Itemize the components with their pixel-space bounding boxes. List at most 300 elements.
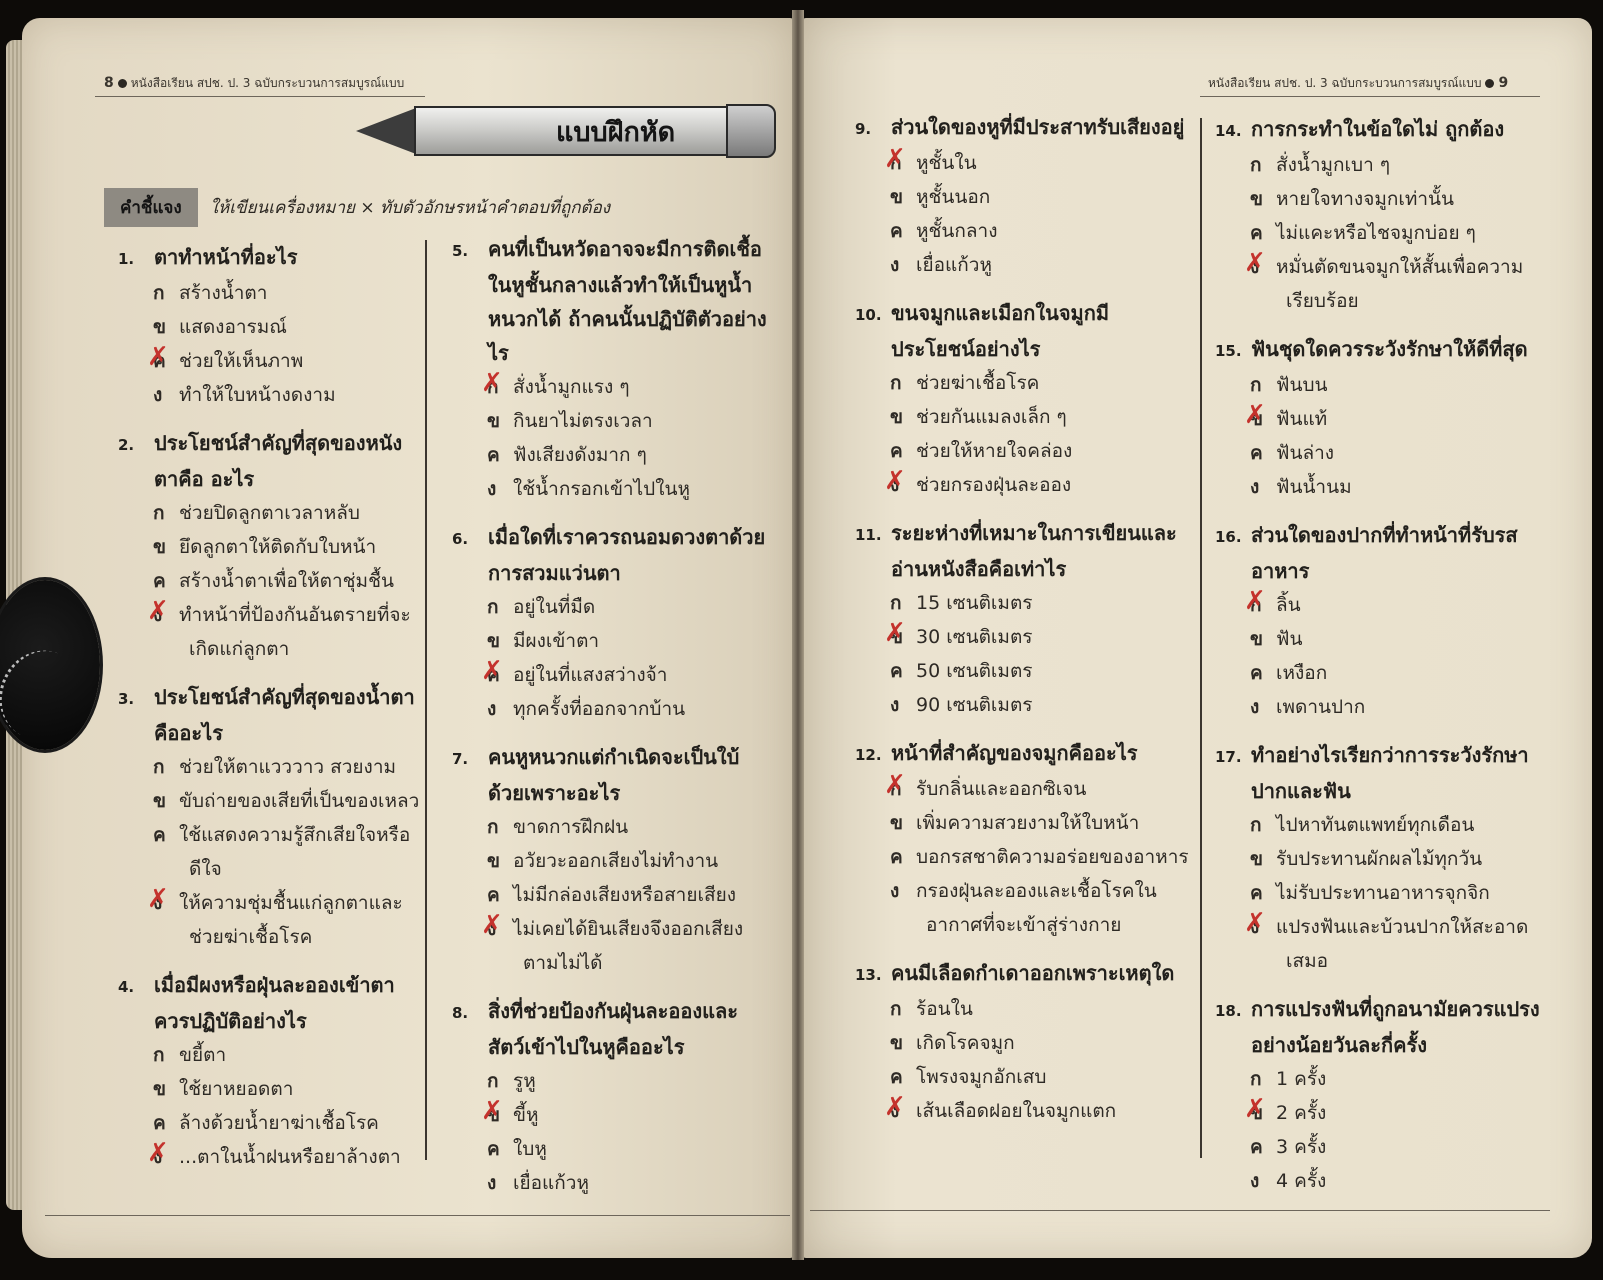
bullet-icon xyxy=(1485,79,1494,88)
question-number: 13. xyxy=(855,966,882,984)
option-text: ช่วยฆ่าเชื้อโรค xyxy=(916,372,1040,394)
answer-option xyxy=(118,378,420,412)
option-text: เกิดโรคจมูก xyxy=(916,1032,1015,1054)
option-letter: ค xyxy=(890,220,903,242)
question-number: 16. xyxy=(1215,528,1242,546)
answer-option-marked xyxy=(452,658,772,692)
question-block xyxy=(452,520,772,726)
option-text: แสดงอารมณ์ xyxy=(179,316,287,338)
option-letter-cross-mark: ง ✗ xyxy=(153,1140,179,1174)
answer-option xyxy=(118,496,420,530)
question-block xyxy=(118,968,420,1174)
answer-option xyxy=(452,404,772,438)
right-header-text: หนังสือเรียน สปช. ป. 3 ฉบับกระบวนการสมบูรณ์แบบ xyxy=(1208,76,1482,90)
option-letter-cross-mark: ข ✗ xyxy=(1250,1096,1276,1130)
option-letter: ง xyxy=(1250,696,1260,718)
option-letter: ก xyxy=(487,816,499,838)
option-letter: ข xyxy=(890,1032,903,1054)
answer-option xyxy=(452,810,772,844)
question-block xyxy=(452,740,772,980)
answer-option-marked xyxy=(855,772,1191,806)
answer-option xyxy=(1215,876,1560,910)
option-text: ฟันน้ำนม xyxy=(1276,476,1352,498)
option-letter-cross-mark: ข ✗ xyxy=(487,1098,513,1132)
option-text: เหงือก xyxy=(1276,662,1328,684)
question-column-1 xyxy=(118,240,420,1188)
answer-option-marked xyxy=(118,1140,420,1174)
question-number: 4. xyxy=(118,978,135,996)
option-text: สร้างน้ำตา xyxy=(179,282,268,304)
answer-option xyxy=(855,992,1191,1026)
option-text: ไปหาทันตแพทย์ทุกเดือน xyxy=(1276,814,1475,836)
question-prompt: ตาทำหน้าที่อะไร xyxy=(154,245,298,269)
option-text: 3 ครั้ง xyxy=(1276,1136,1327,1158)
column-divider xyxy=(1200,118,1202,1158)
left-page-number: 8 xyxy=(104,75,114,91)
option-text: ช่วยให้ตาแวววาว สวยงาม xyxy=(179,756,397,778)
question-text xyxy=(1215,992,1560,1062)
question-block xyxy=(452,232,772,506)
question-text xyxy=(855,296,1191,366)
option-letter: ง xyxy=(1250,476,1260,498)
option-text: เพิ่มความสวยงามให้ใบหน้า xyxy=(916,812,1140,834)
exercise-title: แบบฝึกหัด xyxy=(556,117,676,148)
option-letter-cross-mark: ง ✗ xyxy=(153,886,179,920)
question-prompt: ฟันชุดใดควรระวังรักษาให้ดีที่สุด xyxy=(1251,337,1528,361)
answer-option xyxy=(855,874,1191,942)
option-letter-cross-mark: ข ✗ xyxy=(890,620,916,654)
option-text: ไม่รับประทานอาหารจุกจิก xyxy=(1276,882,1490,904)
option-letter: ค xyxy=(890,846,903,868)
option-letter-cross-mark: ง ✗ xyxy=(890,1094,916,1128)
question-number: 14. xyxy=(1215,122,1242,140)
question-block xyxy=(855,296,1191,502)
option-text: 2 ครั้ง xyxy=(1276,1102,1327,1124)
option-letter: ข xyxy=(890,812,903,834)
answer-option-marked xyxy=(1215,402,1560,436)
question-number: 6. xyxy=(452,530,469,548)
answer-option xyxy=(855,688,1191,722)
option-text: อยู่ในที่แสงสว่างจ้า xyxy=(513,664,668,686)
question-number: 11. xyxy=(855,526,882,544)
answer-option xyxy=(855,586,1191,620)
option-letter: ง xyxy=(487,1172,497,1194)
question-text xyxy=(118,426,420,496)
question-block xyxy=(452,994,772,1200)
answer-option xyxy=(1215,1164,1560,1198)
option-text: ช่วยปิดลูกตาเวลาหลับ xyxy=(179,502,360,524)
question-prompt: การกระทำในข้อใดไม่ ถูกต้อง xyxy=(1251,117,1505,141)
answer-option xyxy=(855,434,1191,468)
option-text: ลิ้น xyxy=(1276,594,1301,616)
option-letter-cross-mark: ก ✗ xyxy=(890,146,916,180)
question-number: 10. xyxy=(855,306,882,324)
option-letter: ก xyxy=(487,1070,499,1092)
option-text: ล้างด้วยน้ำยาฆ่าเชื้อโรค xyxy=(179,1112,379,1134)
answer-option xyxy=(855,400,1191,434)
option-text: ฟันบน xyxy=(1276,374,1328,396)
answer-option xyxy=(855,180,1191,214)
right-header xyxy=(1208,74,1508,93)
option-text: กรองฝุ่นละอองและเชื้อโรคในอากาศที่จะเข้าสู่ร่างกาย xyxy=(916,880,1157,936)
option-text: 4 ครั้ง xyxy=(1276,1170,1327,1192)
answer-option xyxy=(118,750,420,784)
option-text: 1 ครั้ง xyxy=(1276,1068,1327,1090)
option-text: ฟัน xyxy=(1276,628,1303,650)
question-number: 9. xyxy=(855,120,872,138)
option-text: หมั่นตัดขนจมูกให้สั้นเพื่อความเรียบร้อย xyxy=(1276,256,1524,312)
answer-option xyxy=(1215,368,1560,402)
answer-option xyxy=(1215,656,1560,690)
option-text: ใบหู xyxy=(513,1138,547,1160)
question-prompt: ระยะห่างที่เหมาะในการเขียนและอ่านหนังสือคือเท่าไร xyxy=(891,521,1177,581)
option-letter: ค xyxy=(153,570,166,592)
option-letter: ก xyxy=(153,1044,165,1066)
question-block xyxy=(1215,518,1560,724)
option-letter: ค xyxy=(153,824,166,846)
option-text: ขาดการฝึกฝน xyxy=(513,816,629,838)
answer-option xyxy=(855,840,1191,874)
option-letter: ง xyxy=(487,478,497,500)
answer-option xyxy=(118,818,420,886)
answer-option xyxy=(118,784,420,818)
answer-option-marked xyxy=(855,468,1191,502)
answer-option xyxy=(1215,1130,1560,1164)
question-number: 1. xyxy=(118,250,135,268)
question-block xyxy=(855,956,1191,1128)
answer-option xyxy=(1215,622,1560,656)
question-number: 8. xyxy=(452,1004,469,1022)
answer-option xyxy=(452,878,772,912)
option-letter: ก xyxy=(1250,1068,1262,1090)
option-text: ไม่แคะหรือไชจมูกบ่อย ๆ xyxy=(1276,222,1476,244)
option-text: 30 เซนติเมตร xyxy=(916,626,1033,648)
answer-option xyxy=(452,590,772,624)
answer-option-marked xyxy=(1215,1096,1560,1130)
question-block xyxy=(1215,738,1560,978)
option-text: ช่วยให้เห็นภาพ xyxy=(179,350,304,372)
option-letter: ค xyxy=(1250,442,1263,464)
answer-option xyxy=(452,1064,772,1098)
option-text: ใช้แสดงความรู้สึกเสียใจหรือดีใจ xyxy=(179,824,411,880)
footer-rule xyxy=(45,1215,790,1216)
option-letter: ง xyxy=(890,254,900,276)
instruction-row xyxy=(104,188,610,227)
option-letter: ข xyxy=(487,850,500,872)
option-letter: ก xyxy=(1250,814,1262,836)
answer-option xyxy=(855,806,1191,840)
answer-option-marked xyxy=(118,344,420,378)
question-column-4 xyxy=(1215,112,1560,1212)
option-letter-cross-mark: ง ✗ xyxy=(1250,250,1276,284)
option-letter-cross-mark: ง ✗ xyxy=(1250,910,1276,944)
option-letter: ง xyxy=(1250,1170,1260,1192)
option-letter-cross-mark: ข ✗ xyxy=(1250,402,1276,436)
question-prompt: คนหูหนวกแต่กำเนิดจะเป็นใบ้ด้วยเพราะอะไร xyxy=(488,745,740,805)
option-text: ไม่เคยได้ยินเสียงจึงออกเสียงตามไม่ได้ xyxy=(513,918,744,974)
option-text: 15 เซนติเมตร xyxy=(916,592,1033,614)
option-text: ทำหน้าที่ป้องกันอันตรายที่จะเกิดแก่ลูกตา xyxy=(179,604,411,660)
option-text: ฟังเสียงดังมาก ๆ xyxy=(513,444,647,466)
option-text: ร้อนใน xyxy=(916,998,973,1020)
answer-option xyxy=(855,214,1191,248)
answer-option-marked xyxy=(855,1094,1191,1128)
option-text: ช่วยกันแมลงเล็ก ๆ xyxy=(916,406,1067,428)
answer-option-marked xyxy=(452,370,772,404)
option-letter: ง xyxy=(890,694,900,716)
answer-option xyxy=(452,1132,772,1166)
option-letter: ก xyxy=(890,998,902,1020)
left-header-text: หนังสือเรียน สปช. ป. 3 ฉบับกระบวนการสมบูรณ์แบบ xyxy=(130,76,405,90)
answer-option xyxy=(1215,148,1560,182)
question-prompt: ส่วนใดของหูที่มีประสาทรับเสียงอยู่ xyxy=(891,115,1185,139)
pencil-tip-icon xyxy=(356,108,416,154)
question-prompt: เมื่อใดที่เราควรถนอมดวงตาด้วยการสวมแว่นตา xyxy=(488,525,766,585)
instruction-label: คำชี้แจง xyxy=(104,188,198,227)
answer-option xyxy=(452,692,772,726)
option-text: รับกลิ่นและออกซิเจน xyxy=(916,778,1087,800)
option-text: ทำให้ใบหน้างดงาม xyxy=(179,384,336,406)
option-letter: ข xyxy=(1250,848,1263,870)
option-letter: ค xyxy=(153,1112,166,1134)
option-letter-cross-mark: ก ✗ xyxy=(890,772,916,806)
option-letter: ค xyxy=(890,660,903,682)
option-letter-cross-mark: ค ✗ xyxy=(487,658,513,692)
option-letter: ค xyxy=(1250,882,1263,904)
answer-option xyxy=(1215,470,1560,504)
option-text: หายใจทางจมูกเท่านั้น xyxy=(1276,188,1455,210)
question-text xyxy=(118,968,420,1038)
question-block xyxy=(118,240,420,412)
answer-option-marked xyxy=(452,1098,772,1132)
option-text: เยื่อแก้วหู xyxy=(513,1172,589,1194)
option-letter: ค xyxy=(1250,662,1263,684)
option-letter-cross-mark: ง ✗ xyxy=(487,912,513,946)
option-text: ช่วยกรองฝุ่นละออง xyxy=(916,474,1072,496)
question-text xyxy=(1215,738,1560,808)
option-letter: ค xyxy=(1250,222,1263,244)
question-block xyxy=(1215,112,1560,318)
option-text: รูหู xyxy=(513,1070,536,1092)
answer-option xyxy=(855,1026,1191,1060)
answer-option-marked xyxy=(1215,250,1560,318)
option-text: ขี้หู xyxy=(513,1104,539,1126)
answer-option-marked xyxy=(118,886,420,954)
question-text xyxy=(1215,112,1560,148)
answer-option xyxy=(1215,216,1560,250)
answer-option xyxy=(118,1106,420,1140)
question-number: 12. xyxy=(855,746,882,764)
answer-option xyxy=(855,366,1191,400)
option-text: อยู่ในที่มืด xyxy=(513,596,596,618)
question-block xyxy=(1215,992,1560,1198)
option-text: 50 เซนติเมตร xyxy=(916,660,1033,682)
option-letter: ค xyxy=(890,440,903,462)
option-letter: ข xyxy=(153,790,166,812)
book-spine xyxy=(792,10,804,1260)
option-letter: ง xyxy=(487,698,497,720)
question-text xyxy=(855,110,1191,146)
answer-option xyxy=(118,310,420,344)
option-text: เพดานปาก xyxy=(1276,696,1366,718)
option-letter: ข xyxy=(153,536,166,558)
answer-option-marked xyxy=(855,620,1191,654)
question-block xyxy=(118,680,420,954)
option-letter: ก xyxy=(1250,154,1262,176)
question-column-3 xyxy=(855,110,1191,1142)
option-text: ขยี้ตา xyxy=(179,1044,227,1066)
answer-option-marked xyxy=(1215,588,1560,622)
header-rule xyxy=(1200,96,1540,97)
question-prompt: คนที่เป็นหวัดอาจจะมีการติดเชื้อในหูชั้นกลางแล้วทำให้เป็นหูน้ำหนวกได้ ถ้าคนนั้นปฏิบัติตัวอย่างไร xyxy=(488,237,767,365)
question-block xyxy=(855,110,1191,282)
header-rule xyxy=(95,96,425,97)
option-text: รับประทานผักผลไม้ทุกวัน xyxy=(1276,848,1483,870)
answer-option xyxy=(1215,690,1560,724)
option-letter: ข xyxy=(890,186,903,208)
question-text xyxy=(855,516,1191,586)
option-letter: ก xyxy=(890,592,902,614)
answer-option xyxy=(118,1038,420,1072)
option-text: ใช้น้ำกรอกเข้าไปในหู xyxy=(513,478,691,500)
question-number: 3. xyxy=(118,690,135,708)
option-text: 90 เซนติเมตร xyxy=(916,694,1033,716)
instruction-text: ให้เขียนเครื่องหมาย × ทับตัวอักษรหน้าคำตอบที่ถูกต้อง xyxy=(209,198,611,218)
left-header xyxy=(104,74,404,93)
option-text: แปรงฟันและบ้วนปากให้สะอาดเสมอ xyxy=(1276,916,1529,972)
question-block xyxy=(855,516,1191,722)
question-text xyxy=(1215,332,1560,368)
answer-option xyxy=(1215,842,1560,876)
question-block xyxy=(118,426,420,666)
option-text: สั่งน้ำมูกแรง ๆ xyxy=(513,376,630,398)
option-text: ขับถ่ายของเสียที่เป็นของเหลว xyxy=(179,790,420,812)
option-text: กินยาไม่ตรงเวลา xyxy=(513,410,653,432)
option-letter: ข xyxy=(890,406,903,428)
option-text: ช่วยให้หายใจคล่อง xyxy=(916,440,1073,462)
option-text: ใช้ยาหยอดตา xyxy=(179,1078,294,1100)
option-text: อวัยวะออกเสียงไม่ทำงาน xyxy=(513,850,719,872)
option-text: บอกรสชาติความอร่อยของอาหาร xyxy=(916,846,1189,868)
answer-option xyxy=(1215,182,1560,216)
question-prompt: การแปรงฟันที่ถูกอนามัยควรแปรงอย่างน้อยวันละกี่ครั้ง xyxy=(1251,997,1540,1057)
question-text xyxy=(855,956,1191,992)
question-text xyxy=(452,232,772,370)
option-letter: ก xyxy=(153,502,165,524)
question-block xyxy=(855,736,1191,942)
answer-option xyxy=(855,248,1191,282)
question-text xyxy=(452,994,772,1064)
question-column-2 xyxy=(452,232,772,1214)
option-text: โพรงจมูกอักเสบ xyxy=(916,1066,1047,1088)
option-letter-cross-mark: ง ✗ xyxy=(153,598,179,632)
option-letter-cross-mark: ก ✗ xyxy=(487,370,513,404)
question-prompt: สิ่งที่ช่วยป้องกันฝุ่นละอองและสัตว์เข้าไปในหูคืออะไร xyxy=(488,999,738,1059)
question-prompt: เมื่อมีผงหรือฝุ่นละอองเข้าตาควรปฏิบัติอย่างไร xyxy=(154,973,395,1033)
option-text: สร้างน้ำตาเพื่อให้ตาชุ่มชื้น xyxy=(179,570,394,592)
question-number: 5. xyxy=(452,242,469,260)
option-letter: ข xyxy=(487,630,500,652)
option-text: มีผงเข้าตา xyxy=(513,630,600,652)
option-text: สั่งน้ำมูกเบา ๆ xyxy=(1276,154,1391,176)
option-letter: ก xyxy=(487,596,499,618)
option-letter: ค xyxy=(487,444,500,466)
question-block xyxy=(1215,332,1560,504)
question-number: 15. xyxy=(1215,342,1242,360)
option-letter: ก xyxy=(153,756,165,778)
question-prompt: หน้าที่สำคัญของจมูกคืออะไร xyxy=(891,741,1138,765)
option-letter: ค xyxy=(1250,1136,1263,1158)
option-letter: ข xyxy=(487,410,500,432)
option-letter: ข xyxy=(1250,628,1263,650)
option-letter: ข xyxy=(153,1078,166,1100)
option-text: ฟันล่าง xyxy=(1276,442,1335,464)
option-letter: ค xyxy=(487,1138,500,1160)
option-text: หูชั้นนอก xyxy=(916,186,991,208)
option-text: ยึดลูกตาให้ติดกับใบหน้า xyxy=(179,536,377,558)
question-number: 18. xyxy=(1215,1002,1242,1020)
question-text xyxy=(118,240,420,276)
question-prompt: คนมีเลือดกำเดาออกเพราะเหตุใด xyxy=(891,961,1175,985)
question-prompt: ประโยชน์สำคัญที่สุดของน้ำตาคืออะไร xyxy=(154,685,415,745)
answer-option xyxy=(1215,436,1560,470)
question-number: 17. xyxy=(1215,748,1242,766)
answer-option-marked xyxy=(1215,910,1560,978)
answer-option xyxy=(1215,808,1560,842)
option-text: ให้ความชุ่มชื้นแก่ลูกตาและช่วยฆ่าเชื้อโรค xyxy=(179,892,403,948)
question-number: 7. xyxy=(452,750,469,768)
question-text xyxy=(452,520,772,590)
answer-option-marked xyxy=(118,598,420,666)
option-letter: ข xyxy=(1250,188,1263,210)
option-text: ...ตาในน้ำฝนหรือยาล้างตา xyxy=(179,1146,401,1168)
answer-option-marked xyxy=(855,146,1191,180)
answer-option xyxy=(118,276,420,310)
answer-option xyxy=(855,1060,1191,1094)
option-letter: ข xyxy=(153,316,166,338)
option-text: หูชั้นใน xyxy=(916,152,977,174)
option-letter-cross-mark: ค ✗ xyxy=(153,344,179,378)
question-prompt: ส่วนใดของปากที่ทำหน้าที่รับรสอาหาร xyxy=(1251,523,1518,583)
option-text: ทุกครั้งที่ออกจากบ้าน xyxy=(513,698,686,720)
bullet-icon xyxy=(118,79,127,88)
option-letter: ง xyxy=(153,384,163,406)
option-letter: ค xyxy=(487,884,500,906)
option-letter: ก xyxy=(153,282,165,304)
right-page-number: 9 xyxy=(1498,75,1509,91)
option-letter-cross-mark: ก ✗ xyxy=(1250,588,1276,622)
answer-option xyxy=(855,654,1191,688)
question-text xyxy=(855,736,1191,772)
answer-option xyxy=(118,1072,420,1106)
option-letter: ค xyxy=(890,1066,903,1088)
question-prompt: ทำอย่างไรเรียกว่าการระวังรักษาปากและฟัน xyxy=(1251,743,1529,803)
option-letter: ง xyxy=(890,880,900,902)
question-text xyxy=(118,680,420,750)
answer-option xyxy=(452,472,772,506)
option-text: ฟันแท้ xyxy=(1276,408,1328,430)
answer-option-marked xyxy=(452,912,772,980)
question-number: 2. xyxy=(118,436,135,454)
answer-option xyxy=(452,624,772,658)
option-text: หูชั้นกลาง xyxy=(916,220,998,242)
option-text: เส้นเลือดฝอยในจมูกแตก xyxy=(916,1100,1117,1122)
answer-option xyxy=(118,564,420,598)
question-text xyxy=(1215,518,1560,588)
answer-option xyxy=(452,1166,772,1200)
answer-option xyxy=(452,844,772,878)
question-prompt: ประโยชน์สำคัญที่สุดของหนังตาคือ อะไร xyxy=(154,431,403,491)
